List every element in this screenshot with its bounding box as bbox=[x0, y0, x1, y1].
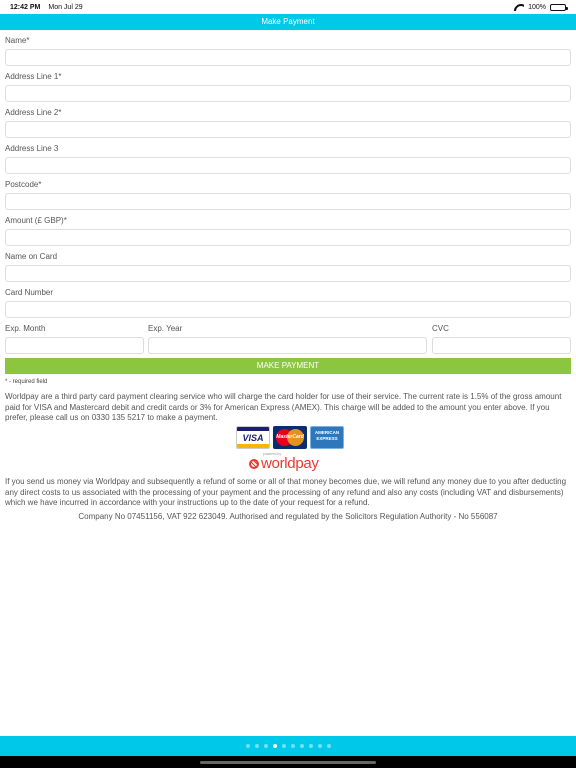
worldpay-name: worldpay bbox=[261, 455, 319, 472]
cvc-field bbox=[432, 318, 571, 356]
worldpay-tagline: powered by bbox=[263, 452, 282, 456]
page-title: Make Payment bbox=[0, 14, 576, 30]
cvc-input[interactable] bbox=[432, 337, 571, 354]
page-dot[interactable] bbox=[246, 744, 250, 748]
status-time: 12:42 PM bbox=[10, 3, 41, 11]
page-dot[interactable] bbox=[300, 744, 304, 748]
page-dot[interactable] bbox=[327, 744, 331, 748]
card-logos bbox=[236, 426, 344, 449]
address-line-1-input[interactable] bbox=[5, 85, 571, 102]
refund-policy-text: If you send us money via Worldpay and subsequently a refund of some or all of that money becomes due, we will refund any money due to you after deducting any direct costs to us associated with the processing of your payment and the processing of any refund and also any costs (including VAT and disbursements) which we have incurred in accordance with your instructions up to the date of your request for a refund. bbox=[5, 477, 567, 507]
address-line-3-field bbox=[5, 138, 571, 174]
page-dot[interactable] bbox=[309, 744, 313, 748]
amount-field bbox=[5, 210, 571, 246]
amex-logo: AMERICAN EXPRESS bbox=[310, 426, 344, 449]
field-label: Address Line 1* bbox=[5, 72, 62, 81]
name-field bbox=[5, 30, 571, 66]
exp-month-input[interactable] bbox=[5, 337, 144, 354]
address-line-2-input[interactable] bbox=[5, 121, 571, 138]
postcode-field bbox=[5, 174, 571, 210]
wifi-icon bbox=[514, 4, 524, 11]
field-label: Postcode* bbox=[5, 180, 42, 189]
exp-year-label: Exp. Year bbox=[148, 324, 183, 333]
field-label: Amount (£ GBP)* bbox=[5, 216, 67, 225]
card-number-input[interactable] bbox=[5, 301, 571, 318]
exp-month-label: Exp. Month bbox=[5, 324, 46, 333]
payment-form bbox=[5, 30, 571, 318]
name-on-card-field bbox=[5, 246, 571, 282]
page-dot[interactable] bbox=[273, 744, 277, 748]
mastercard-logo: MasterCard bbox=[273, 426, 307, 449]
battery-percent: 100% bbox=[528, 3, 546, 11]
page-dot[interactable] bbox=[318, 744, 322, 748]
exp-month-field bbox=[5, 318, 144, 356]
make-payment-button[interactable]: MAKE PAYMENT bbox=[5, 358, 571, 374]
card-number-field bbox=[5, 282, 571, 318]
status-bar bbox=[0, 0, 576, 14]
card-details-row bbox=[5, 318, 571, 356]
field-label: Address Line 3 bbox=[5, 144, 59, 153]
name-on-card-input[interactable] bbox=[5, 265, 571, 282]
amount-input[interactable] bbox=[5, 229, 571, 246]
address-line-2-field bbox=[5, 102, 571, 138]
page-dot[interactable] bbox=[282, 744, 286, 748]
worldpay-info-text: Worldpay are a third party card payment clearing service who will charge the card holder for use of their service. The current rate is 1.5% of the gross amount paid for VISA and Mastercard debit and credit cards or 3% for American Express (AMEX). This charge will be added to the amount you enter above. If you prefer, please call us on 0330 135 5217 to make a payment. bbox=[5, 392, 562, 422]
postcode-input[interactable] bbox=[5, 193, 571, 210]
worldpay-logo bbox=[249, 452, 319, 472]
worldpay-globe-icon bbox=[249, 459, 259, 469]
page-dot[interactable] bbox=[264, 744, 268, 748]
page-dot[interactable] bbox=[291, 744, 295, 748]
field-label: Name on Card bbox=[5, 252, 58, 261]
status-date: Mon Jul 29 bbox=[48, 3, 83, 11]
exp-year-input[interactable] bbox=[148, 337, 427, 354]
exp-year-field bbox=[148, 318, 427, 356]
battery-icon bbox=[550, 4, 566, 11]
address-line-1-field bbox=[5, 66, 571, 102]
status-right bbox=[514, 4, 566, 11]
field-label: Card Number bbox=[5, 288, 54, 297]
cvc-label: CVC bbox=[432, 324, 449, 333]
required-note: * - required field bbox=[5, 379, 48, 385]
name-input[interactable] bbox=[5, 49, 571, 66]
field-label: Name* bbox=[5, 36, 30, 45]
home-indicator-area bbox=[0, 756, 576, 768]
home-indicator[interactable] bbox=[200, 761, 376, 764]
field-label: Address Line 2* bbox=[5, 108, 62, 117]
visa-logo: VISA bbox=[236, 426, 270, 449]
page-dot[interactable] bbox=[255, 744, 259, 748]
company-info: Company No 07451156, VAT 922 623049. Authorised and regulated by the Solicitors Regulation Authority - No 556087 bbox=[78, 512, 498, 521]
address-line-3-input[interactable] bbox=[5, 157, 571, 174]
page-indicator-bar bbox=[0, 736, 576, 756]
